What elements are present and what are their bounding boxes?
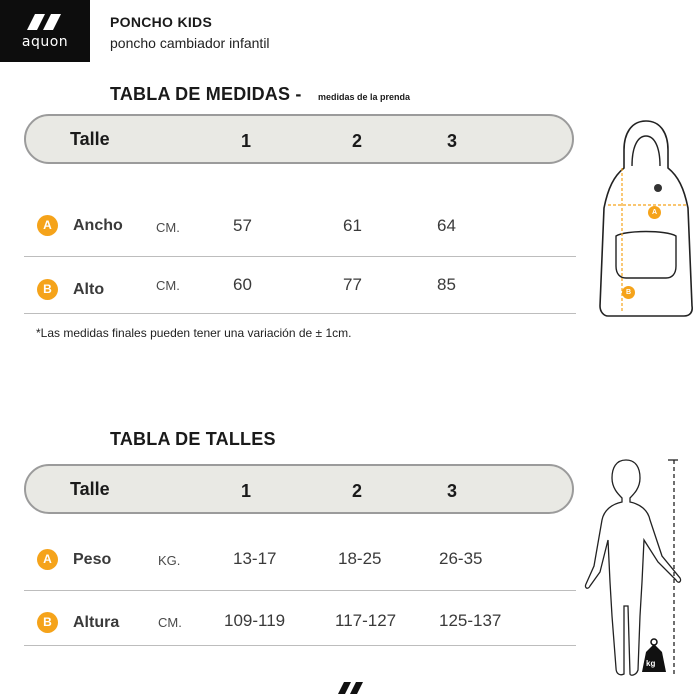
sizes-row-b-badge: B — [37, 612, 58, 633]
sizes-row-a-value-3: 26-35 — [439, 549, 483, 568]
logo-mark-icon — [27, 14, 63, 30]
footer-logo-mark-icon — [338, 682, 364, 694]
measures-row-b-value-3: 85 — [437, 275, 456, 294]
sizes-row-a-badge: A — [37, 549, 58, 570]
sizes-size-1: 1 — [241, 481, 252, 501]
measures-title: TABLA DE MEDIDAS - — [110, 84, 302, 104]
human-figure-illustration — [582, 456, 696, 682]
sizes-row-b-label: Altura — [73, 614, 120, 631]
sizes-row-a-value-2: 18-25 — [338, 549, 382, 568]
sizes-divider — [24, 590, 576, 591]
measures-row-a-label: Ancho — [73, 217, 123, 234]
weight-label: kg — [646, 659, 656, 668]
logo-text: aquon — [21, 34, 69, 50]
measures-row-b-label: Alto — [73, 281, 105, 298]
sizes-row-a-value-1: 13-17 — [233, 549, 277, 568]
measures-row-a-value-2: 61 — [343, 216, 362, 235]
measures-size-2: 2 — [352, 131, 363, 151]
sizes-row-b-value-1: 109-119 — [224, 611, 286, 630]
sizes-size-3: 3 — [447, 481, 458, 501]
measures-divider — [24, 256, 576, 257]
product-subtitle: poncho cambiador infantil — [110, 35, 270, 51]
measures-row-b-value-2: 77 — [343, 275, 362, 294]
poncho-icon — [596, 116, 696, 326]
measures-row-a-value-3: 64 — [437, 216, 456, 235]
sizes-row-a-unit: KG. — [158, 553, 181, 568]
poncho-illustration — [596, 116, 696, 326]
measures-row-a-badge: A — [37, 215, 58, 236]
human-silhouette-icon — [582, 456, 696, 682]
poncho-badge-b: B — [622, 286, 635, 299]
measures-size-1: 1 — [241, 131, 252, 151]
sizes-title: TABLA DE TALLES — [110, 429, 276, 449]
product-title: PONCHO KIDS — [110, 14, 213, 30]
measures-row-a-value-1: 57 — [233, 216, 252, 235]
measures-row-a-unit: CM. — [156, 220, 180, 235]
sizes-size-2: 2 — [352, 481, 363, 501]
measures-header-label: Talle — [70, 129, 110, 149]
measures-row-b-badge: B — [37, 279, 58, 300]
poncho-badge-a: A — [648, 206, 661, 219]
measures-row-b-value-1: 60 — [233, 275, 252, 294]
measures-row-b-unit: CM. — [156, 278, 180, 293]
measures-note: *Las medidas finales pueden tener una variación de ± 1cm. — [36, 326, 352, 340]
measures-size-3: 3 — [447, 131, 458, 151]
sizes-divider — [24, 645, 576, 646]
sizes-header-label: Talle — [70, 479, 110, 499]
sizes-row-b-unit: CM. — [158, 615, 182, 630]
measures-subtitle: medidas de la prenda — [318, 92, 411, 102]
sizes-row-b-value-3: 125-137 — [439, 611, 502, 630]
sizes-row-b-value-2: 117-127 — [335, 611, 397, 630]
sizes-row-a-label: Peso — [73, 551, 112, 568]
measures-divider — [24, 313, 576, 314]
brand-logo — [0, 0, 90, 62]
